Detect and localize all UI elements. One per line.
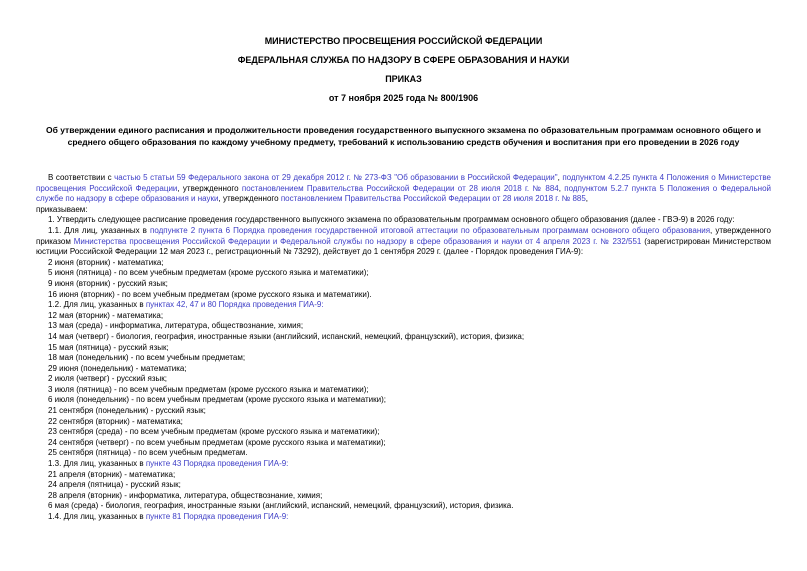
exam-date-item: [36, 406, 771, 417]
paragraph-text: (зарегистрирован Министерством юстиции Российской Федерации 12 мая 2023 г., регистрационный № 73292), действует до 1 сентября 2029 г. (далее - Порядок проведения ГИА-9):: [36, 236, 771, 257]
paragraph-text: приказываем:: [36, 204, 88, 214]
document-title: Об утверждении единого расписания и продолжительности проведения государственного выпускного экзамена по образовательным программам основного общего и среднего общего образования по каждому учебному предмету, требований к использованию средств обучения и воспитания при его проведении в 2026 году: [45, 125, 761, 147]
paragraph-text: 6 июля (понедельник) - по всем учебным предметам (кроме русского языка и математики);: [48, 395, 386, 405]
document-body: [36, 173, 771, 523]
paragraph-text: 23 сентября (среда) - по всем учебным предметам (кроме русского языка и математики);: [48, 427, 380, 437]
legal-reference-link[interactable]: частью 5 статьи 59 Федерального закона от 29 декабря 2012 г. № 273-ФЗ "Об образовании в Российской Федерации": [114, 173, 558, 182]
prikaz-verb: [36, 205, 771, 216]
paragraph-text: 1.1. Для лиц, указанных в: [48, 225, 150, 235]
legal-reference-link[interactable]: пункте 43 Порядка проведения ГИА-9:: [145, 459, 289, 469]
agency-name: ФЕДЕРАЛЬНАЯ СЛУЖБА ПО НАДЗОРУ В СФЕРЕ ОБРАЗОВАНИЯ И НАУКИ: [237, 55, 570, 65]
ministry-name: МИНИСТЕРСТВО ПРОСВЕЩЕНИЯ РОССИЙСКОЙ ФЕДЕРАЦИИ: [264, 36, 543, 46]
exam-date-item: [36, 343, 771, 354]
legal-reference-link[interactable]: постановлением Правительства Российской Федерации от 28 июля 2018 г. № 885: [280, 194, 586, 204]
legal-reference-link[interactable]: подпункте 2 пункта 6 Порядка проведения государственной итоговой аттестации по образовательным программам основного общего образования: [150, 225, 711, 235]
legal-reference-link[interactable]: подпунктом 5.2.7 пункта 5 Положения о Федеральной службе по надзору в сфере образования и науки: [36, 183, 771, 204]
clause-1-1: [36, 226, 771, 258]
exam-date-item: [36, 279, 771, 290]
paragraph-text: 1.3. Для лиц, указанных в: [48, 459, 146, 469]
paragraph-text: 29 июня (понедельник) - математика;: [48, 363, 187, 373]
document-header: [36, 32, 771, 108]
exam-date-item: [36, 448, 771, 459]
paragraph-text: 14 мая (четверг) - биология, география, иностранные языки (английский, испанский, немецкий, французский), история, физика;: [48, 331, 525, 341]
paragraph-text: 21 апреля (вторник) - математика;: [48, 469, 176, 479]
paragraph-text: , утвержденного: [177, 183, 242, 193]
legal-reference-link[interactable]: Министерства просвещения Российской Федерации и Федеральной службы по надзору в сфере образования и науки от 4 апреля 2023 г. № 232/551: [73, 236, 642, 246]
exam-date-item: [36, 427, 771, 438]
paragraph-text: , утвержденного: [218, 194, 281, 204]
exam-date-item: [36, 321, 771, 332]
paragraph-text: 18 мая (понедельник) - по всем учебным предметам;: [48, 353, 246, 363]
exam-date-item: [36, 353, 771, 364]
paragraph-text: 1.2. Для лиц, указанных в: [48, 300, 146, 310]
paragraph-text: 1.4. Для лиц, указанных в: [48, 512, 146, 521]
paragraph-text: 5 июня (пятница) - по всем учебным предметам (кроме русского языка и математики);: [48, 268, 369, 278]
paragraph-text: 3 июля (пятница) - по всем учебным предметам (кроме русского языка и математики);: [48, 384, 369, 394]
exam-date-item: [36, 417, 771, 428]
paragraph-text: 1. Утвердить следующее расписание проведения государственного выпускного экзамена по образовательным программам основного общего образования (далее - ГВЭ-9) в 2026 году:: [48, 215, 735, 225]
paragraph-text: 24 апреля (пятница) - русский язык;: [48, 480, 181, 490]
paragraph-text: 6 мая (среда) - биология, география, иностранные языки (английский, испанский, немецкий, французский), история, физика.: [48, 501, 514, 511]
paragraph-text: 28 апреля (вторник) - информатика, литература, обществознание, химия;: [48, 490, 323, 500]
paragraph-text: ,: [557, 173, 563, 182]
legal-reference-link[interactable]: пунктах 42, 47 и 80 Порядка проведения ГИА-9:: [145, 300, 324, 310]
paragraph-text: 2 июля (четверг) - русский язык;: [48, 374, 168, 384]
exam-date-item: [36, 332, 771, 343]
exam-date-item: [36, 385, 771, 396]
legal-reference-link[interactable]: пункте 81 Порядка проведения ГИА-9:: [145, 512, 289, 521]
exam-date-item: [36, 438, 771, 449]
legal-reference-link[interactable]: подпунктом 4.2.25 пункта 4 Положения о Министерстве просвещения Российской Федерации: [36, 173, 772, 193]
exam-date-item: [36, 470, 771, 481]
paragraph-text: 2 июня (вторник) - математика;: [48, 257, 164, 267]
paragraph-text: 13 мая (среда) - информатика, литература, обществознание, химия;: [48, 321, 304, 331]
paragraph-text: В соответствии с: [48, 173, 115, 182]
document-date-number: от 7 ноября 2025 года № 800/1906: [328, 93, 479, 103]
exam-date-item: [36, 311, 771, 322]
exam-date-item: [36, 491, 771, 502]
exam-date-item: [36, 480, 771, 491]
clause-1-4: [36, 512, 771, 523]
exam-date-item: [36, 268, 771, 279]
paragraph-text: 21 сентября (понедельник) - русский язык;: [48, 406, 206, 416]
preamble-paragraph: [36, 173, 771, 205]
paragraph-text: ,: [585, 194, 589, 204]
exam-date-item: [36, 290, 771, 301]
exam-date-item: [36, 501, 771, 512]
exam-date-item: [36, 374, 771, 385]
paragraph-text: 25 сентября (пятница) - по всем учебным предметам.: [48, 448, 248, 458]
document-type: ПРИКАЗ: [385, 74, 422, 84]
paragraph-text: , утвержденного приказом: [36, 225, 771, 246]
exam-date-item: [36, 364, 771, 375]
paragraph-text: 24 сентября (четверг) - по всем учебным предметам (кроме русского языка и математики);: [48, 437, 386, 447]
paragraph-text: 12 мая (вторник) - математика;: [48, 310, 164, 320]
paragraph-text: 9 июня (вторник) - русский язык;: [48, 278, 168, 288]
clause-1-3: [36, 459, 771, 470]
exam-date-item: [36, 258, 771, 269]
paragraph-text: 16 июня (вторник) - по всем учебным предметам (кроме русского языка и математики).: [48, 289, 372, 299]
legal-reference-link[interactable]: постановлением Правительства Российской Федерации от 28 июля 2018 г. № 884: [241, 183, 559, 193]
exam-date-item: [36, 395, 771, 406]
paragraph-text: ,: [558, 183, 565, 193]
paragraph-text: 15 мая (пятница) - русский язык;: [48, 342, 169, 352]
clause-1-2: [36, 300, 771, 311]
paragraph-text: 22 сентября (вторник) - математика;: [48, 416, 183, 426]
clause-1: [36, 215, 771, 226]
